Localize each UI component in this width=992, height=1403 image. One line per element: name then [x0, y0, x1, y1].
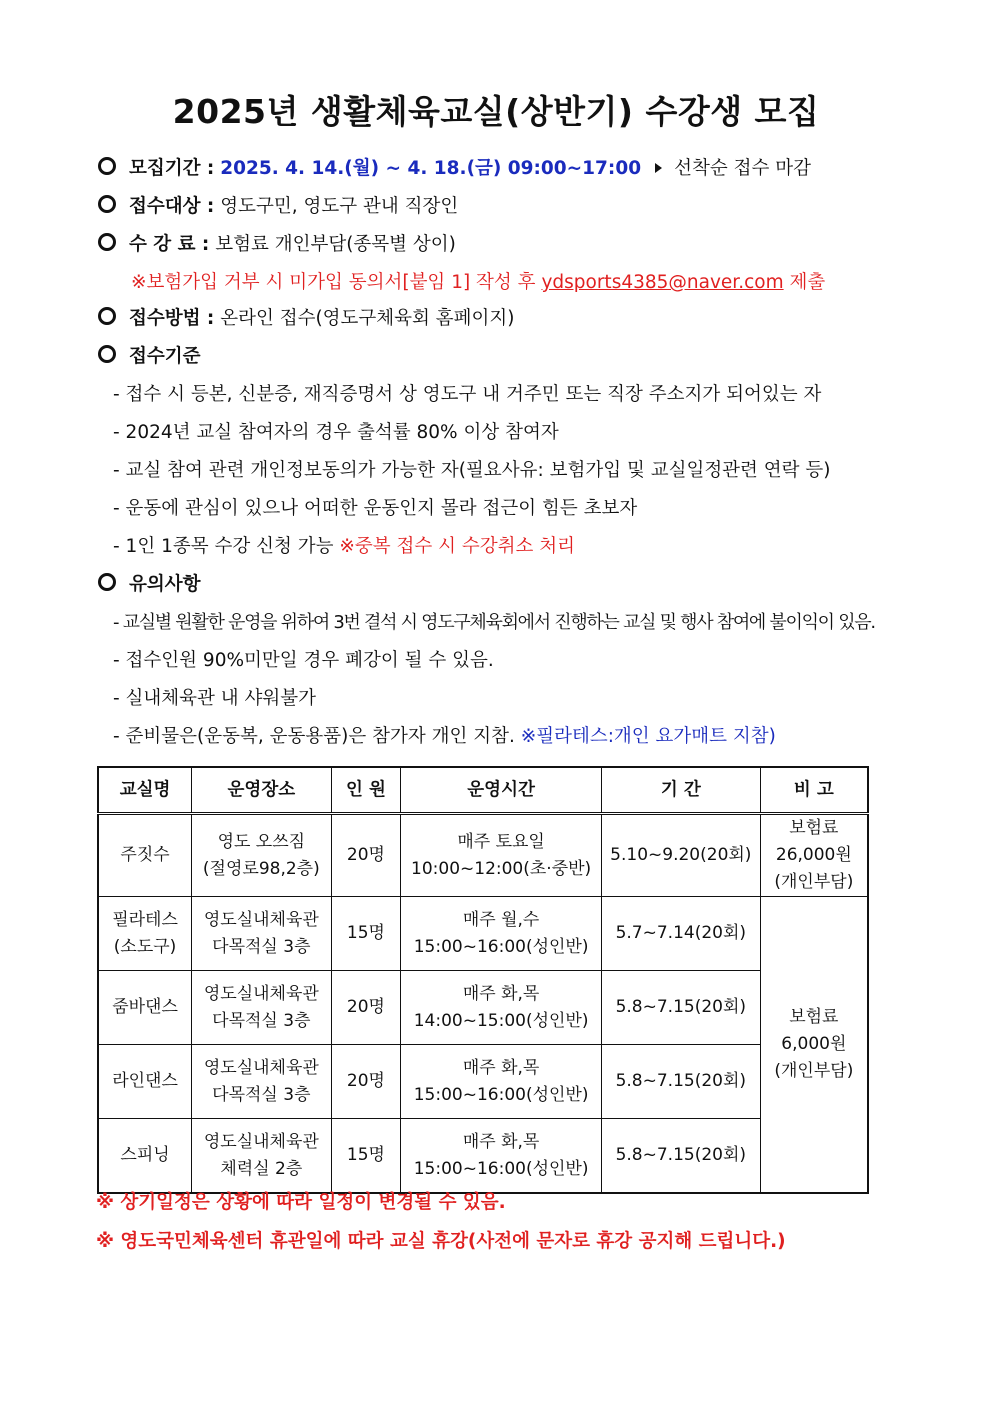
method-row	[98, 307, 514, 331]
page-title: 2025년 생활체육교실(상반기) 수강생 모집	[172, 92, 820, 131]
time-line: 10:00~12:00(초·중반)	[411, 858, 592, 879]
criteria-item	[113, 535, 575, 559]
schedule-table	[97, 766, 869, 1194]
class-place	[192, 814, 331, 897]
class-place	[192, 971, 331, 1045]
footnote: ※ 영도국민체육센터 휴관일에 따라 교실 휴강(사전에 문자로 휴강 공지해 드립니다.)	[96, 1231, 786, 1252]
time-line: 매주 월,수	[462, 909, 540, 930]
time-line: 매주 토요일	[457, 831, 545, 852]
target-value: 영도구민, 영도구 관내 직장인	[220, 196, 459, 217]
class-name	[98, 897, 192, 971]
place-line: 영도실내체육관	[203, 909, 319, 930]
class-period: 5.8~7.15(20회)	[601, 971, 760, 1045]
caution-item-text: - 준비물은(운동복, 운동용품)은 참가자 개인 지참.	[113, 726, 521, 747]
remark-line: 6,000원	[781, 1034, 847, 1054]
class-time	[401, 1119, 602, 1194]
cautions-label: 유의사항	[129, 574, 201, 595]
place-line: (절영로98,2층)	[202, 858, 320, 879]
fee-note: ※보험가입 거부 시 미가입 동의서[붙임 1] 작성 후	[131, 272, 542, 293]
time-line: 매주 화,목	[462, 1131, 540, 1152]
header-count: 인 원	[331, 767, 401, 814]
fee-note-row	[131, 271, 825, 295]
class-remark	[760, 814, 868, 897]
class-time	[401, 1045, 602, 1119]
header-class-name: 교실명	[98, 767, 192, 814]
caution-item: - 교실별 원활한 운영을 위하여 3번 결석 시 영도구체육회에서 진행하는 교실 및 행사 참여에 불이익이 있음.	[113, 612, 875, 633]
period-label: 모집기간 :	[129, 158, 215, 179]
criteria-item-note: ※중복 접수 시 수강취소 처리	[339, 536, 575, 557]
table-row	[98, 897, 868, 971]
time-line: 15:00~16:00(성인반)	[413, 936, 589, 957]
criteria-item: - 운동에 관심이 있으나 어떠한 운동인지 몰라 접근이 힘든 초보자	[113, 498, 638, 519]
place-line: 영도 오쓰짐	[217, 831, 306, 852]
class-place	[192, 1119, 331, 1194]
header-remark: 비 고	[760, 767, 868, 814]
class-name: 스피닝	[98, 1119, 192, 1194]
remark-line: (개인부담)	[774, 872, 854, 892]
fee-value: 보험료 개인부담(종목별 상이)	[215, 234, 456, 255]
class-place	[192, 897, 331, 971]
method-value: 온라인 접수(영도구체육회 홈페이지)	[220, 308, 515, 329]
name-line: 필라테스	[112, 909, 178, 930]
place-line: 다목적실 3층	[212, 1084, 311, 1105]
time-line: 매주 화,목	[462, 983, 540, 1004]
cautions-heading	[98, 573, 200, 597]
target-row	[98, 195, 458, 219]
remark-line: 보험료	[789, 818, 839, 838]
class-time	[401, 971, 602, 1045]
criteria-item: - 2024년 교실 참여자의 경우 출석률 80% 이상 참여자	[113, 422, 559, 443]
remark-line: (개인부담)	[774, 1061, 854, 1081]
class-place	[192, 1045, 331, 1119]
class-count: 20명	[331, 814, 401, 897]
caution-item: - 실내체육관 내 샤워불가	[113, 688, 317, 709]
criteria-label: 접수기준	[129, 346, 201, 367]
class-period: 5.8~7.15(20회)	[601, 1119, 760, 1194]
table-row	[98, 971, 868, 1045]
class-remark	[760, 897, 868, 1194]
criteria-item-text: - 1인 1종목 수강 신청 가능	[113, 536, 340, 557]
circle-bullet-icon	[98, 307, 116, 325]
remark-line: 보험료	[789, 1007, 839, 1027]
time-line: 15:00~16:00(성인반)	[413, 1158, 589, 1179]
criteria-item: - 교실 참여 관련 개인정보동의가 가능한 자(필요사유: 보험가입 및 교실일정관련 연락 등)	[113, 460, 831, 481]
target-label: 접수대상 :	[129, 196, 215, 217]
table-row	[98, 814, 868, 897]
remark-line: 26,000원	[775, 845, 852, 865]
class-count: 15명	[331, 1119, 401, 1194]
place-line: 영도실내체육관	[203, 1057, 319, 1078]
time-line: 14:00~15:00(성인반)	[413, 1010, 589, 1031]
circle-bullet-icon	[98, 345, 116, 363]
class-time	[401, 897, 602, 971]
name-line: (소도구)	[113, 936, 177, 957]
time-line: 매주 화,목	[462, 1057, 540, 1078]
class-period: 5.8~7.15(20회)	[601, 1045, 760, 1119]
fee-note-suffix: 제출	[783, 272, 826, 293]
email-link[interactable]: ydsports4385@naver.com	[541, 272, 784, 293]
table-row	[98, 1119, 868, 1194]
circle-bullet-icon	[98, 573, 116, 591]
class-count: 20명	[331, 971, 401, 1045]
triangle-right-icon	[655, 163, 662, 173]
class-name: 라인댄스	[98, 1045, 192, 1119]
place-line: 다목적실 3층	[212, 936, 311, 957]
header-place: 운영장소	[192, 767, 331, 814]
criteria-item: - 접수 시 등본, 신분증, 재직증명서 상 영도구 내 거주민 또는 직장 주소지가 되어있는 자	[113, 384, 822, 405]
method-label: 접수방법 :	[129, 308, 215, 329]
class-name: 줌바댄스	[98, 971, 192, 1045]
place-line: 영도실내체육관	[203, 1131, 319, 1152]
header-period: 기 간	[601, 767, 760, 814]
time-line: 15:00~16:00(성인반)	[413, 1084, 589, 1105]
class-count: 15명	[331, 897, 401, 971]
footnote: ※ 상기일정은 상황에 따라 일정이 변경될 수 있음.	[96, 1192, 506, 1213]
period-row	[98, 157, 811, 181]
place-line: 다목적실 3층	[212, 1010, 311, 1031]
circle-bullet-icon	[98, 233, 116, 251]
period-note: 선착순 접수 마감	[674, 158, 811, 179]
class-period: 5.7~7.14(20회)	[601, 897, 760, 971]
fee-label: 수 강 료 :	[129, 234, 210, 255]
class-period: 5.10~9.20(20회)	[601, 814, 760, 897]
place-line: 체력실 2층	[220, 1158, 303, 1179]
caution-item	[113, 725, 776, 749]
table-row	[98, 1045, 868, 1119]
circle-bullet-icon	[98, 157, 116, 175]
header-time: 운영시간	[401, 767, 602, 814]
place-line: 영도실내체육관	[203, 983, 319, 1004]
class-count: 20명	[331, 1045, 401, 1119]
circle-bullet-icon	[98, 195, 116, 213]
criteria-heading	[98, 345, 200, 369]
class-time	[401, 814, 602, 897]
period-value: 2025. 4. 14.(월) ~ 4. 18.(금) 09:00~17:00	[220, 158, 642, 179]
class-name: 주짓수	[98, 814, 192, 897]
caution-item-note: ※필라테스:개인 요가매트 지참)	[520, 726, 776, 747]
table-header-row	[98, 767, 868, 814]
fee-row	[98, 233, 456, 257]
caution-item: - 접수인원 90%미만일 경우 폐강이 될 수 있음.	[113, 650, 494, 671]
